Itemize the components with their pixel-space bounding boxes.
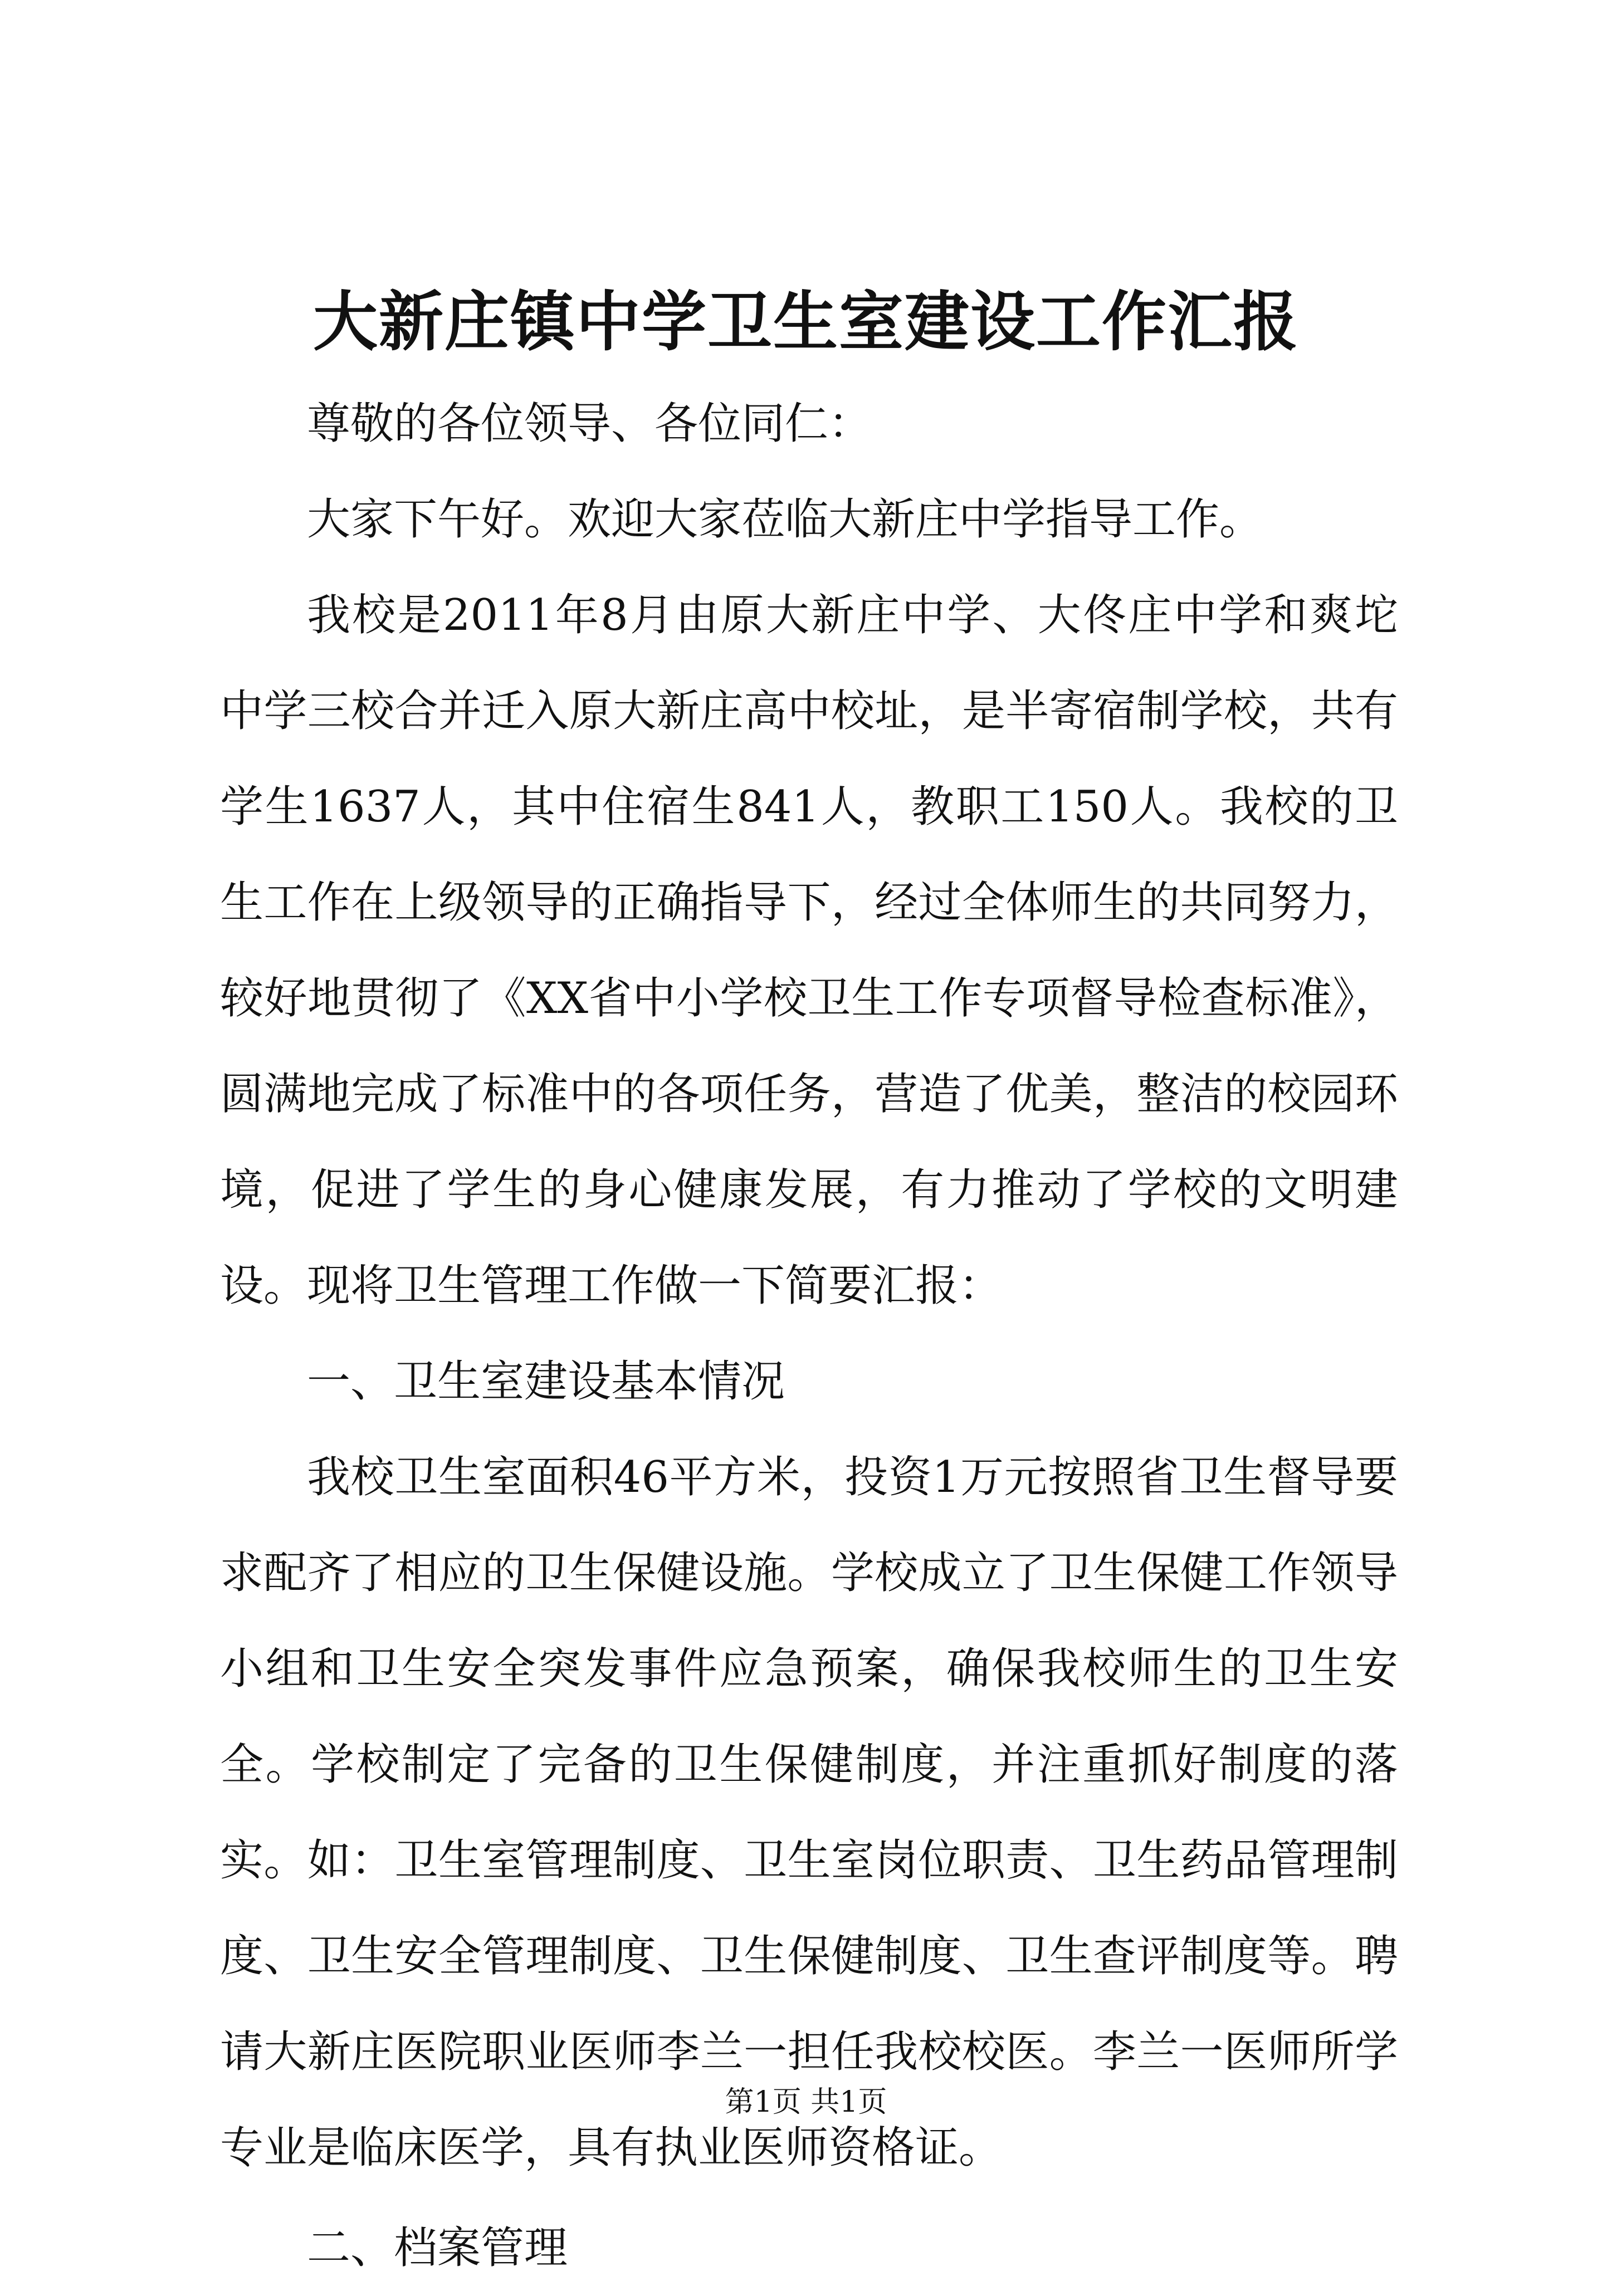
salutation: 尊敬的各位领导、各位同仁： xyxy=(307,399,872,449)
greeting-paragraph: 大家下午好。欢迎大家莅临大新庄中学指导工作。 xyxy=(307,495,1263,545)
section-1-paragraph: 我校卫生室面积46平方米，投资1万元按照省卫生督导要求配齐了相应的卫生保健设施。学校成立了卫生保健工作领导小组和卫生安全突发事件应急预案，确保我校师生的卫生安全。学校制定了完备的卫生保健制度，并注重抓好制度的落实。如：卫生室管理制度、卫生室岗位职责、卫生药品管理制度、卫生安全管理制度、卫生保健制度、卫生查评制度等。聘请大新庄医院职业医师李兰一担任我校校医。李兰一医师所学专业是临床医学，具有执业医师资格证。 xyxy=(220,1452,1398,2173)
page-footer: 第1页 共1页 xyxy=(725,2086,887,2119)
section-heading-2: 二、档案管理 xyxy=(307,2223,568,2273)
document-body xyxy=(220,376,1398,2296)
intro-paragraph: 我校是2011年8月由原大新庄中学、大佟庄中学和爽坨中学三校合并迁入原大新庄高中校址，是半寄宿制学校，共有学生1637人，其中住宿生841人，教职工150人。我校的卫生工作在上级领导的正确指导下，经过全体师生的共同努力，较好地贯彻了《XX省中小学校卫生工作专项督导检查标准》，圆满地完成了标准中的各项任务，营造了优美，整洁的校园环境，促进了学生的身心健康发展，有力推动了学校的文明建设。现将卫生管理工作做一下简要汇报： xyxy=(220,590,1398,1311)
document-title: 大新庄镇中学卫生室建设工作汇报 xyxy=(313,284,1299,360)
section-heading-1: 一、卫生室建设基本情况 xyxy=(307,1357,785,1407)
